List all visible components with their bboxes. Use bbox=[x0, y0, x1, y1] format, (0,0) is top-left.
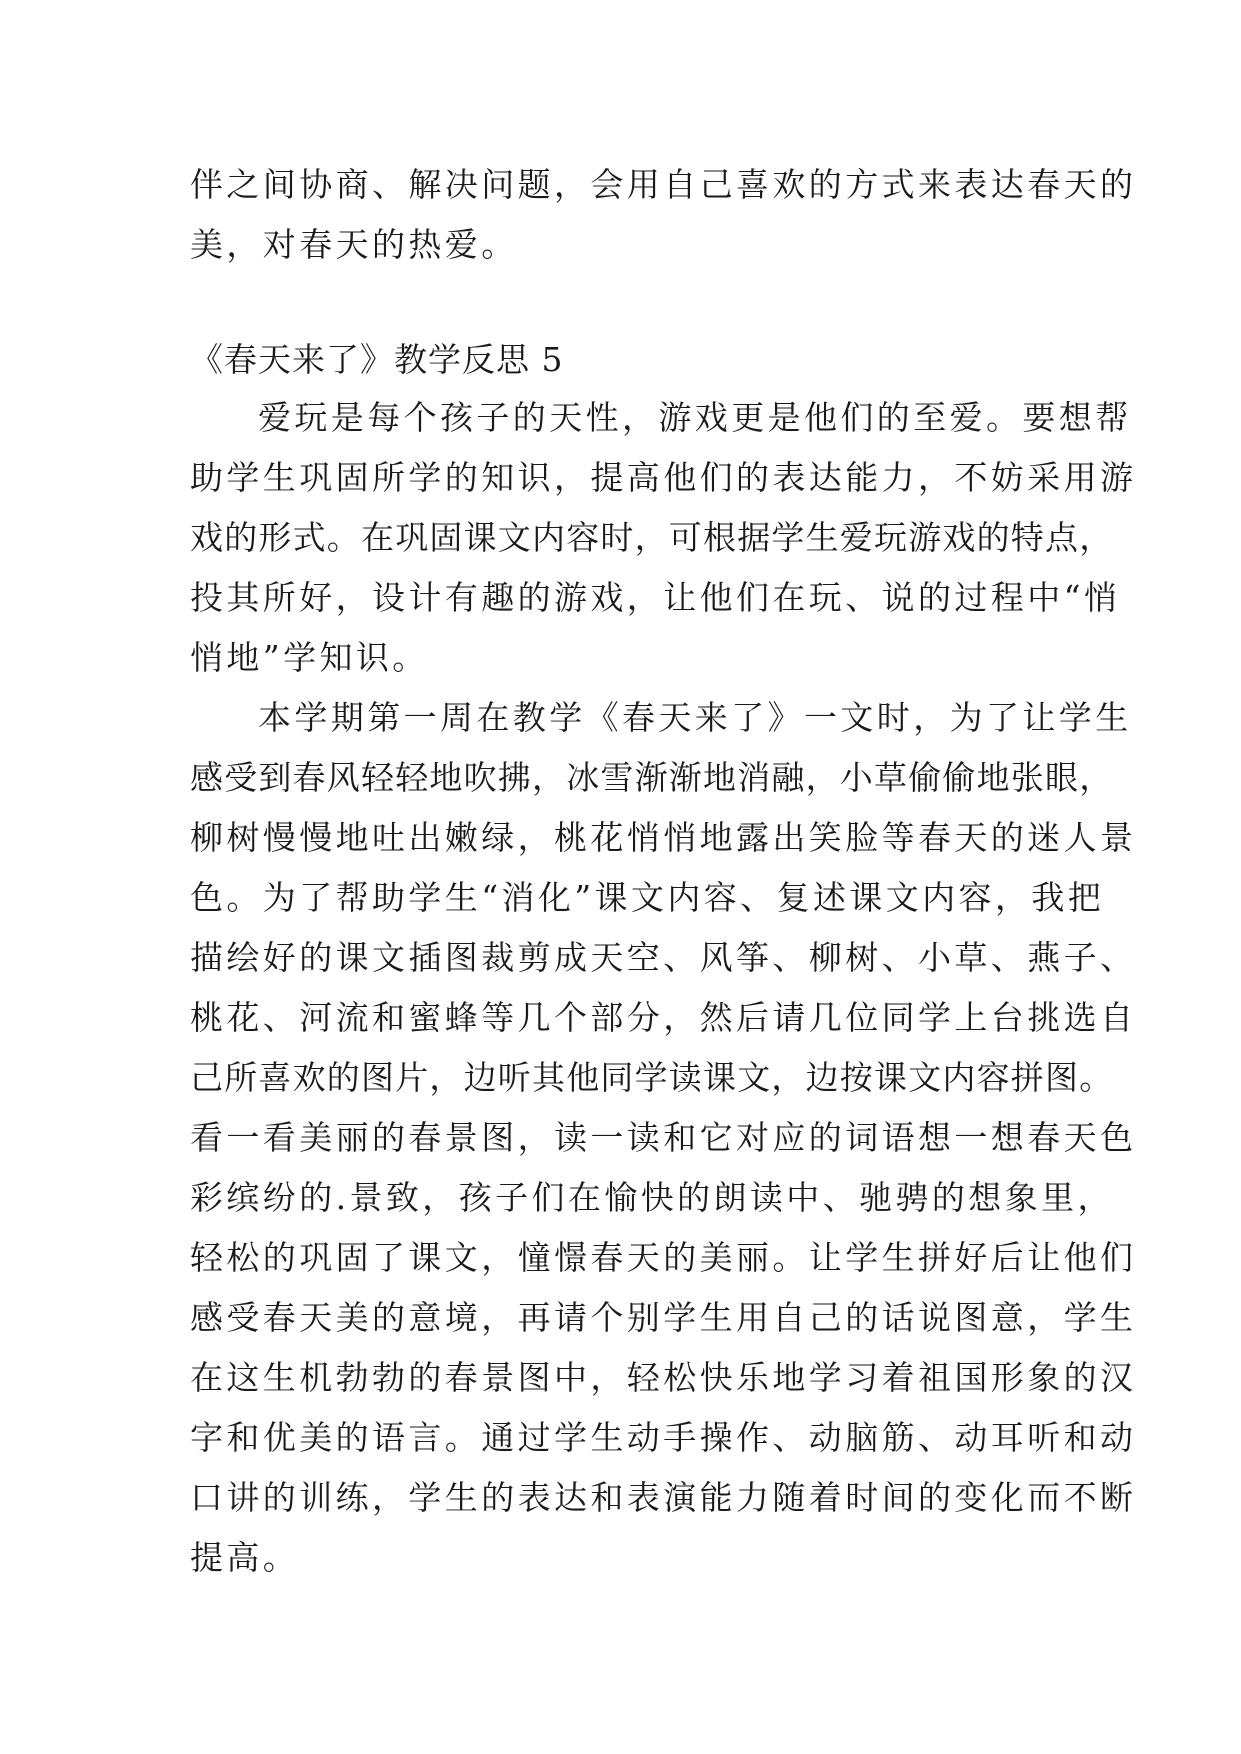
text-line: 戏的形式。在巩固课文内容时，可根据学生爱玩游戏的特点， bbox=[190, 518, 1114, 557]
text-line: 字和优美的语言。通过学生动手操作、动脑筋、动耳听和动 bbox=[190, 1418, 1137, 1457]
text-line: 桃花、河流和蜜蜂等几个部分，然后请几位同学上台挑选自 bbox=[190, 998, 1137, 1037]
text-line: 色。为了帮助学生“消化”课文内容、复述课文内容，我把 bbox=[190, 878, 1105, 917]
text-line: 感受到春风轻轻地吹拂，冰雪渐渐地消融，小草偷偷地张眼， bbox=[190, 758, 1114, 797]
text-line: 己所喜欢的图片，边听其他同学读课文，边按课文内容拼图。 bbox=[190, 1058, 1114, 1097]
text-line: 提高。 bbox=[190, 1538, 300, 1577]
text-line: 美，对春天的热爱。 bbox=[190, 225, 518, 264]
text-line: 描绘好的课文插图裁剪成天空、风筝、柳树、小草、燕子、 bbox=[190, 938, 1137, 977]
text-line: 在这生机勃勃的春景图中，轻松快乐地学习着祖国形象的汉 bbox=[190, 1358, 1137, 1397]
section-heading: 《春天来了》教学反思 5 bbox=[190, 340, 564, 379]
text-line: 助学生巩固所学的知识，提高他们的表达能力，不妨采用游 bbox=[190, 458, 1137, 497]
text-line: 悄地”学知识。 bbox=[190, 638, 429, 677]
text-line: 伴之间协商、解决问题，会用自己喜欢的方式来表达春天的 bbox=[190, 165, 1137, 204]
text-line: 口讲的训练，学生的表达和表演能力随着时间的变化而不断 bbox=[190, 1478, 1137, 1517]
text-line: 轻松的巩固了课文，憧憬春天的美丽。让学生拼好后让他们 bbox=[190, 1238, 1137, 1277]
paragraph-first-line: 爱玩是每个孩子的天性，游戏更是他们的至爱。要想帮 bbox=[258, 398, 1132, 437]
paragraph-first-line: 本学期第一周在教学《春天来了》一文时，为了让学生 bbox=[258, 698, 1132, 737]
text-line: 感受春天美的意境，再请个别学生用自己的话说图意，学生 bbox=[190, 1298, 1137, 1337]
text-line: 看一看美丽的春景图，读一读和它对应的词语想一想春天色 bbox=[190, 1118, 1137, 1157]
text-line: 投其所好，设计有趣的游戏，让他们在玩、说的过程中“悄 bbox=[190, 578, 1121, 617]
text-line: 柳树慢慢地吐出嫩绿，桃花悄悄地露出笑脸等春天的迷人景 bbox=[190, 818, 1137, 857]
text-line: 彩缤纷的.景致，孩子们在愉快的朗读中、驰骋的想象里， bbox=[190, 1178, 1114, 1217]
